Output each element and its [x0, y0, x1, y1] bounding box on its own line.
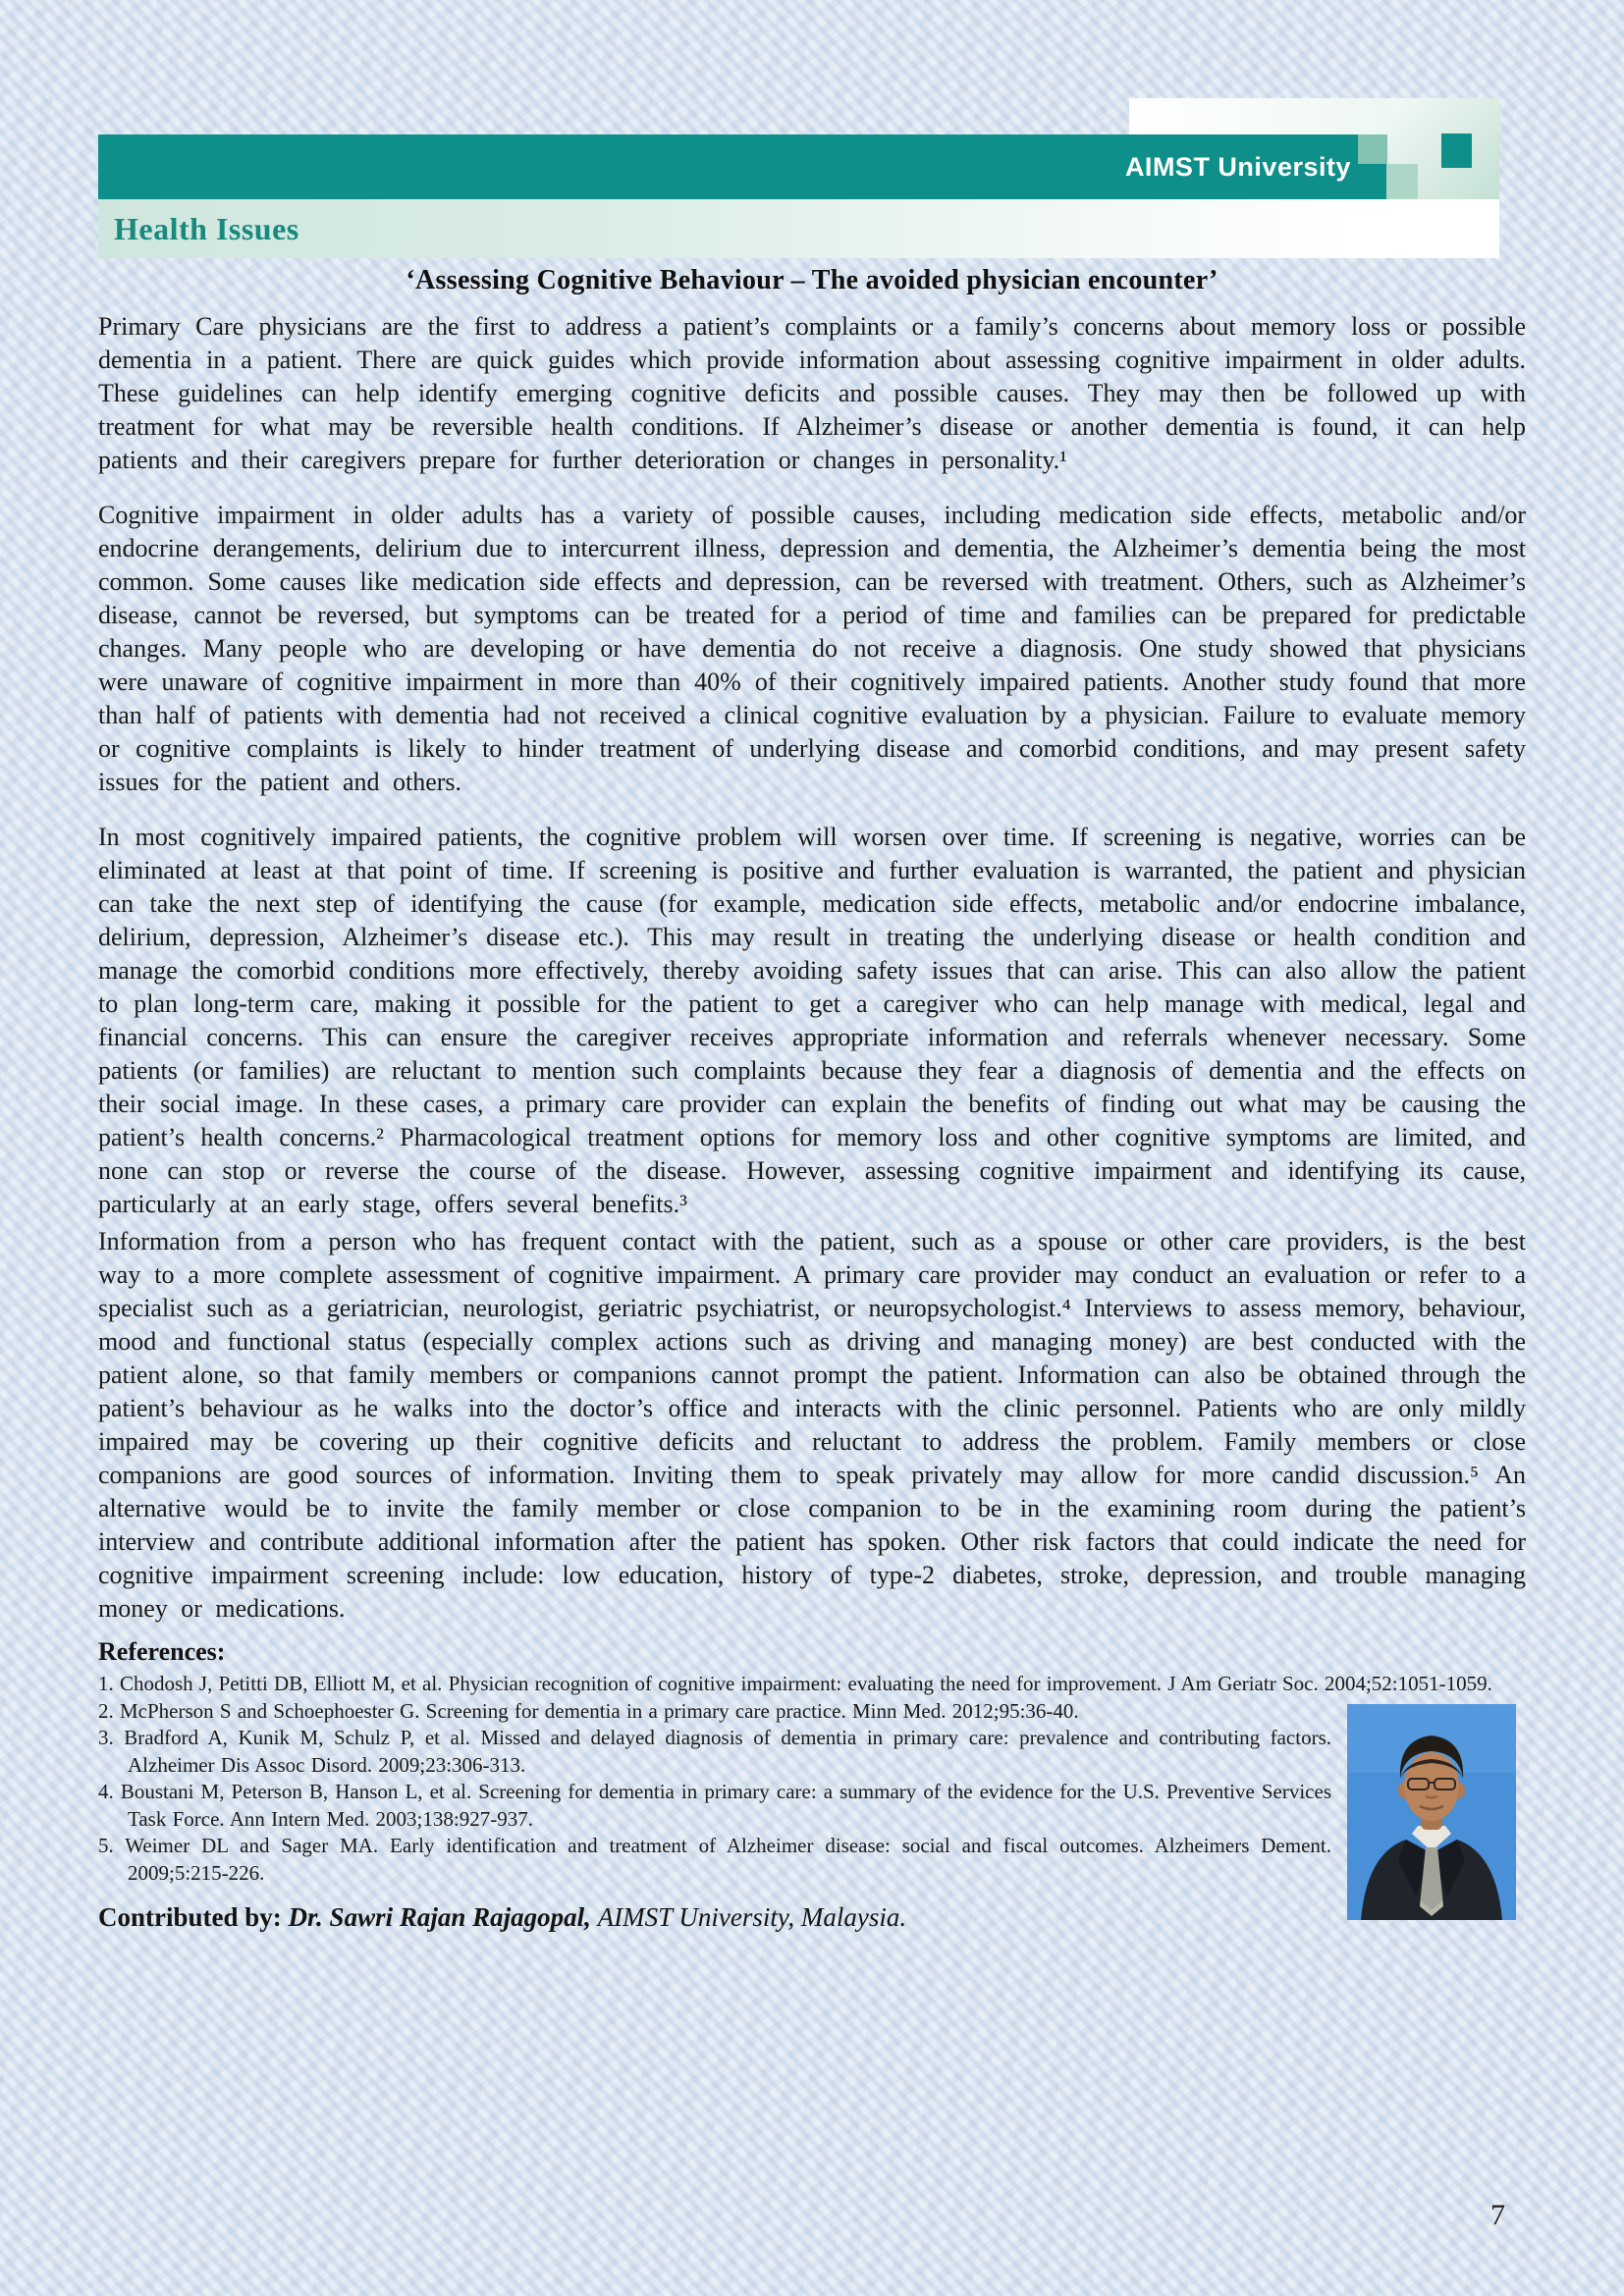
paragraph-3: In most cognitively impaired patients, the cognitive problem will worsen over time. If screening is negative, worries can be eliminated at least at that point of time. If screening is positive and further evaluation is warranted, the patient and physician can take the next step of identifying the cause (for example, medication side effects, metabolic and/or endocrine imbalance, delirium, depression, Alzheimer’s disease etc.). This may result in treating the underlying disease or health condition and manage the comorbid conditions more effectively, thereby avoiding safety issues that can arise. This can also allow the patient to plan long-term care, making it possible for the patient to get a caregiver who can help manage with medical, legal and financial concerns. This can ensure the caregiver receives appropriate information and referrals whenever necessary. Some patients (or families) are reluctant to mention such complaints because they fear a diagnosis of dementia and the effects on their social image. In these cases, a primary care provider can explain the benefits of finding out what may be causing the patient’s health concerns.² Pharmacological treatment options for memory loss and other cognitive symptoms are limited, and none can stop or reverse the course of the disease. However, assessing cognitive impairment and identifying its cause, particularly at an early stage, offers several benefits.³: [98, 823, 1526, 1218]
university-brand: AIMST University: [1124, 151, 1351, 182]
decor-square-dark: [1441, 133, 1472, 168]
reference-number: 5.: [98, 1834, 114, 1857]
reference-number: 2.: [98, 1698, 114, 1723]
page-number: 7: [1490, 2199, 1505, 2231]
contributor-affiliation: AIMST University, Malaysia.: [597, 1902, 907, 1932]
header-bar: [98, 134, 1386, 199]
contributed-label: Contributed by:: [98, 1902, 282, 1932]
person-portrait: [1347, 1704, 1516, 1920]
contributor-photo: [1347, 1704, 1516, 1920]
paragraph-2: Cognitive impairment in older adults has a variety of possible causes, including medication side effects, metabolic and/or endocrine derangements, delirium due to intercurrent illness, depression and dementia, the Alzheimer’s dementia being the most common. Some causes like medication side effects and depression, can be reversed with treatment. Others, such as Alzheimer’s disease, cannot be reversed, but symptoms can be treated for a period of time and families can be prepared for predictable changes. Many people who are developing or have dementia do not receive a diagnosis. One study showed that physicians were unaware of cognitive impairment in more than 40% of their cognitively impaired patients. Another study found that more than half of patients with dementia had not received a clinical cognitive evaluation by a physician. Failure to evaluate memory or cognitive complaints is likely to hinder treatment of underlying disease and comorbid conditions, and may present safety issues for the patient and others.: [98, 501, 1526, 796]
article-content: [98, 265, 1526, 1933]
article-title: ‘Assessing Cognitive Behaviour – The avoided physician encounter’: [406, 265, 1218, 295]
references-list: [98, 1671, 1526, 1887]
decor-square-medium: [1358, 134, 1387, 164]
reference-number: 1.: [98, 1672, 114, 1695]
reference-text: Boustani M, Peterson B, Hanson L, et al. Screening for dementia in primary care: a summary of the evidence for the U.S. Preventive Services Task Force. Ann Intern Med. 2003;138:927-937.: [113, 1780, 1331, 1831]
reference-item: [98, 1779, 1526, 1833]
paragraph-1: Primary Care physicians are the first to address a patient’s complaints or a family’s concerns about memory loss or possible dementia in a patient. There are quick guides which provide information about assessing cognitive impairment in older adults. These guidelines can help identify emerging cognitive deficits and possible causes. They may then be followed up with treatment for what may be reversible health conditions. If Alzheimer’s disease or another dementia is found, it can help patients and their caregivers prepare for further deterioration or changes in personality.¹: [98, 312, 1526, 474]
reference-number: 4.: [98, 1780, 114, 1803]
reference-item: [98, 1671, 1526, 1698]
contributed-line: [98, 1902, 1526, 1933]
reference-text: Weimer DL and Sager MA. Early identification and treatment of Alzheimer disease: social and fiscal outcomes. Alzheimers Dement. 2009;5:215-226.: [113, 1834, 1331, 1885]
reference-text: Chodosh J, Petitti DB, Elliott M, et al. Physician recognition of cognitive impairment: evaluating the need for improvement. J Am Geriatr Soc. 2004;52:1051-1059.: [113, 1672, 1492, 1695]
header-top-block: [1129, 98, 1387, 134]
reference-item: [98, 1725, 1526, 1779]
references-heading: References:: [98, 1637, 226, 1666]
reference-text: Bradford A, Kunik M, Schulz P, et al. Missed and delayed diagnosis of dementia in primary care: prevalence and contributing factors. Alzheimer Dis Assoc Disord. 2009;23:306-313.: [113, 1726, 1331, 1777]
section-title: Health Issues: [114, 210, 299, 246]
reference-item: [98, 1833, 1526, 1887]
reference-number: 3.: [98, 1726, 114, 1749]
reference-text: McPherson S and Schoephoester G. Screening for dementia in a primary care practice. Minn Med. 2012;95:36-40.: [113, 1698, 1079, 1723]
reference-item: [98, 1698, 1526, 1726]
decor-square-light: [1386, 164, 1418, 199]
paragraph-4: Information from a person who has frequent contact with the patient, such as a spouse or other care providers, is the best way to a more complete assessment of cognitive impairment. A primary care provider may conduct an evaluation or refer to a specialist such as a geriatrician, neurologist, geriatric psychiatrist, or neuropsychologist.⁴ Interviews to assess memory, behaviour, mood and functional status (especially complex actions such as driving and managing money) are best conducted with the patient alone, so that family members or companions cannot prompt the patient. Information can also be obtained through the patient’s behaviour as he walks into the doctor’s office and interacts with the clinic personnel. Patients who are only mildly impaired may be covering up their cognitive deficits and reluctant to address the problem. Family members or close companions are good sources of information. Inviting them to speak privately may allow for more candid discussion.⁵ An alternative would be to invite the family member or close companion to be in the examining room during the patient’s interview and contribute additional information after the patient has spoken. Other risk factors that could indicate the need for cognitive impairment screening include: low education, history of type-2 diabetes, stroke, depression, and trouble managing money or medications.: [98, 1227, 1526, 1623]
contributor-name: Dr. Sawri Rajan Rajagopal,: [288, 1902, 591, 1932]
references-section: [98, 1637, 1526, 1887]
section-band: [98, 199, 1499, 258]
